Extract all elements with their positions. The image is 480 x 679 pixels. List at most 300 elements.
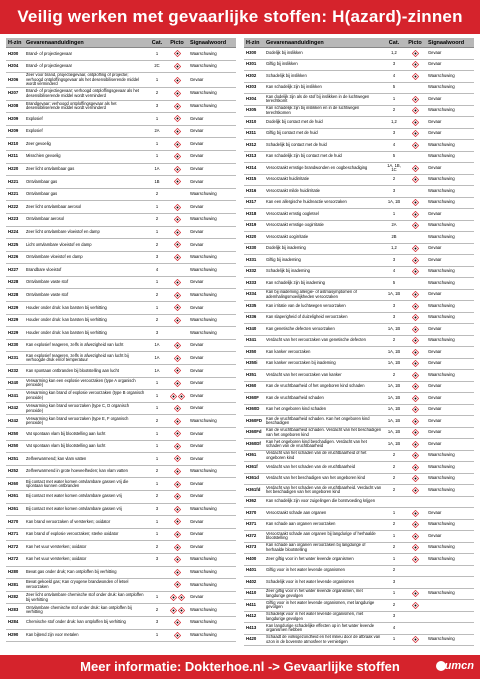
hazard-description: Bij contact met water komen ontvlambare gassen vrij	[24, 490, 148, 503]
hazard-description: Verdacht van het veroorzaken van kanker	[264, 370, 384, 382]
hazard-code: H302	[244, 71, 264, 83]
table-row	[6, 264, 236, 277]
hazard-category: 2	[384, 462, 404, 474]
hazard-code: H228	[6, 276, 24, 289]
table-row	[6, 251, 236, 264]
col-code-header: H-zin	[6, 38, 24, 48]
ghs-pictogram-icon	[174, 430, 181, 437]
hazard-code: H252	[6, 465, 24, 478]
hazard-pictogram-cell	[166, 327, 188, 340]
ghs-pictogram-icon	[174, 481, 181, 488]
signal-word: Gevaar	[188, 440, 236, 453]
signal-word: Waarschuwing	[188, 503, 236, 516]
table-row	[6, 302, 236, 315]
hazard-pictogram-cell	[166, 87, 188, 100]
hazard-category: 5	[384, 278, 404, 290]
hazard-pictogram-cell	[404, 266, 426, 278]
hazard-code: H282	[6, 591, 24, 604]
ghs-pictogram-icon	[174, 619, 181, 626]
table-row	[244, 220, 474, 232]
signal-word: Gevaar	[188, 377, 236, 390]
hazard-description: Giftig voor in het water levende organismen	[264, 565, 384, 577]
table-row	[244, 404, 474, 416]
table-row	[6, 276, 236, 289]
signal-word: Waarschuwing	[426, 542, 474, 554]
ghs-pictogram-icon	[170, 607, 177, 614]
signal-word: Gevaar	[188, 339, 236, 352]
hazard-description: Kan slaperigheid of duizeligheid veroorzaken	[264, 312, 384, 324]
hazard-code: H200	[6, 48, 24, 61]
table-row	[244, 370, 474, 382]
table-row	[6, 314, 236, 327]
hazard-description: Explosief	[24, 125, 148, 138]
hazard-code: H361f	[244, 462, 264, 474]
table-row	[244, 278, 474, 290]
hazard-pictogram-cell	[166, 163, 188, 176]
table-row	[244, 462, 474, 474]
hazard-code: H224	[6, 226, 24, 239]
page-title: Veilig werken met gevaarlijke stoffen: H(azard)-zinnen	[17, 7, 463, 26]
hazard-code: H221	[6, 188, 24, 201]
table-row	[6, 478, 236, 491]
hazard-code: H260	[6, 478, 24, 491]
table-row	[244, 117, 474, 129]
hazard-description: Veroorzaakt huidirritatie	[264, 174, 384, 186]
table-row	[6, 541, 236, 554]
hazard-category: 2	[148, 188, 166, 201]
hazard-category: 2	[384, 600, 404, 612]
hazard-category: 1	[148, 113, 166, 126]
hazard-pictogram-cell	[404, 508, 426, 520]
table-row	[6, 579, 236, 592]
hazard-category: 3	[148, 100, 166, 113]
table-row	[6, 289, 236, 302]
hazard-pictogram-cell	[404, 496, 426, 508]
hazard-pictogram-cell	[404, 393, 426, 405]
table-row	[6, 566, 236, 579]
hazard-pictogram-cell	[166, 226, 188, 239]
table-row	[6, 465, 236, 478]
hazard-code: H261	[6, 503, 24, 516]
hazard-description: Kan het vuur versterken; oxidator	[24, 541, 148, 554]
signal-word: Waarschuwing	[426, 82, 474, 94]
hazard-category: 1A, 1B	[384, 404, 404, 416]
hazard-description: Veroorzaakt ernstig oogletsel	[264, 209, 384, 221]
hazard-description: Veroorzaakt oogirritatie	[264, 232, 384, 244]
hazard-category: 1A, 1B	[384, 427, 404, 439]
hazard-code: H318	[244, 209, 264, 221]
hazard-code: H360Df	[244, 439, 264, 451]
hazard-description: Schadelijk bij contact met de huid	[264, 140, 384, 152]
table-row	[244, 577, 474, 589]
hazard-description: Dodelijk bij inslikken	[264, 48, 384, 60]
hazard-description: Veroorzaakt schade aan organen	[264, 508, 384, 520]
hazard-pictogram-cell	[166, 113, 188, 126]
hazard-category: 1	[148, 440, 166, 453]
hazard-code: H340	[244, 324, 264, 336]
hazard-pictogram-cell	[166, 390, 188, 403]
signal-word: Waarschuwing	[426, 232, 474, 244]
hazard-category: 1	[384, 588, 404, 600]
hazard-description: Brand- of projectiegevaar	[24, 48, 148, 61]
hazard-description: Vat spontaan vlam bij blootstelling aan lucht	[24, 428, 148, 441]
table-row	[244, 393, 474, 405]
signal-word: Gevaar	[426, 531, 474, 543]
hazard-code: H319	[244, 220, 264, 232]
hazard-description: Kan kanker veroorzaken bij inademing	[264, 358, 384, 370]
hazard-code: H401	[244, 565, 264, 577]
hazard-category: 1	[148, 226, 166, 239]
ghs-pictogram-icon	[174, 518, 181, 525]
ghs-pictogram-icon	[412, 556, 419, 563]
ghs-pictogram-icon	[412, 544, 419, 551]
hazard-code: H231	[6, 352, 24, 365]
table-row	[6, 138, 236, 151]
signal-word: Waarschuwing	[426, 220, 474, 232]
hazard-description: Zeer giftig voor in het water levende organismen	[264, 554, 384, 566]
table-row	[244, 151, 474, 163]
ghs-pictogram-icon	[174, 115, 181, 122]
table-row	[244, 209, 474, 221]
signal-word: Waarschuwing	[426, 519, 474, 531]
header-banner	[0, 0, 480, 34]
hazard-category: 3	[148, 503, 166, 516]
hazard-pictogram-cell	[166, 314, 188, 327]
signal-word: Gevaar	[188, 541, 236, 554]
table-row	[244, 324, 474, 336]
hazard-pictogram-cell	[166, 213, 188, 226]
ghs-pictogram-icon	[174, 141, 181, 148]
signal-word: Gevaar	[426, 404, 474, 416]
hazard-description: Verwarming kan brand of explosie veroorzaken (type B organisch peroxide)	[24, 390, 148, 403]
table-row	[6, 201, 236, 214]
hazard-pictogram-cell	[404, 381, 426, 393]
hazard-code: H232	[6, 365, 24, 378]
ghs-pictogram-icon	[412, 211, 419, 218]
hazard-pictogram-cell	[166, 541, 188, 554]
hazard-category: 1	[148, 528, 166, 541]
hazard-pictogram-cell	[166, 616, 188, 629]
hazard-category: 1	[148, 428, 166, 441]
signal-word: Gevaar	[426, 393, 474, 405]
hazard-description: Ontvlambaar gas	[24, 188, 148, 201]
hazard-pictogram-cell	[404, 151, 426, 163]
hazard-pictogram-cell	[166, 591, 188, 604]
hazard-category: 1	[148, 629, 166, 642]
table-row	[244, 140, 474, 152]
hazard-code: H242	[6, 415, 24, 428]
table-row	[244, 485, 474, 497]
hazard-code: H230	[6, 339, 24, 352]
signal-word: Waarschuwing	[188, 579, 236, 592]
hazard-code: H284	[6, 616, 24, 629]
hazard-category: 1A	[148, 163, 166, 176]
hazard-category: 4	[384, 71, 404, 83]
ghs-pictogram-icon	[174, 317, 181, 324]
hazard-pictogram-cell	[166, 125, 188, 138]
signal-word: Waarschuwing	[188, 251, 236, 264]
hazard-pictogram-cell	[166, 428, 188, 441]
table-row	[6, 516, 236, 529]
hazard-description: Kan langdurige schadelijke effecten op in het water levende organismen hebben	[264, 623, 384, 635]
col-desc-header: Gevarenaanduidingen	[24, 38, 148, 48]
table-body-left	[6, 48, 236, 642]
hazard-code: H241	[6, 390, 24, 403]
signal-word: Gevaar	[426, 347, 474, 359]
signal-word: Gevaar	[426, 427, 474, 439]
left-column	[6, 38, 236, 652]
table-row	[244, 255, 474, 267]
ghs-pictogram-icon	[412, 176, 419, 183]
hazard-pictogram-cell	[166, 60, 188, 73]
hazard-category: 1	[148, 73, 166, 88]
table-header	[244, 38, 474, 48]
hazard-category: 1	[384, 554, 404, 566]
signal-word: Waarschuwing	[188, 553, 236, 566]
table-row	[6, 616, 236, 629]
signal-word: Waarschuwing	[426, 278, 474, 290]
hazard-category: 4	[384, 623, 404, 635]
signal-word	[426, 496, 474, 508]
hazard-code: H360D	[244, 404, 264, 416]
hazard-category: 3	[384, 301, 404, 313]
table-row	[244, 289, 474, 301]
hazard-category: 5	[384, 82, 404, 94]
hazard-description: Kan bij inademing allergie- of astmasymptomen of ademhalingsmoeilijkheden veroorzaken	[264, 289, 384, 301]
hazard-pictogram-cell	[404, 197, 426, 209]
col-picto-header: Picto	[166, 38, 188, 48]
hazard-code: H280	[6, 566, 24, 579]
hazard-category: 1	[148, 201, 166, 214]
hazard-category: 1	[148, 276, 166, 289]
hazard-category: 1	[148, 390, 166, 403]
ghs-pictogram-icon	[174, 418, 181, 425]
hazard-code: H304	[244, 94, 264, 106]
ghs-pictogram-icon	[412, 222, 419, 229]
signal-word: Gevaar	[426, 117, 474, 129]
ghs-pictogram-icon	[178, 607, 185, 614]
hazard-description: Zelfverwarmend in grote hoeveelheden; kan vlam vatten	[24, 465, 148, 478]
hazard-code: H220	[6, 163, 24, 176]
hazard-pictogram-cell	[166, 478, 188, 491]
hazard-description: Misschien gevoelig	[24, 150, 148, 163]
table-row	[6, 604, 236, 617]
hazard-category: 1A, 1B	[384, 324, 404, 336]
ghs-pictogram-icon	[174, 468, 181, 475]
hazard-category: 1A	[148, 365, 166, 378]
signal-word: Waarschuwing	[426, 301, 474, 313]
hazard-pictogram-cell	[404, 278, 426, 290]
hazard-category: 2	[384, 473, 404, 485]
table-row	[244, 542, 474, 554]
hazard-pictogram-cell	[404, 542, 426, 554]
table-row	[244, 473, 474, 485]
hazard-pictogram-cell	[166, 440, 188, 453]
ghs-pictogram-icon	[174, 216, 181, 223]
ghs-pictogram-icon	[174, 493, 181, 500]
col-code-header: H-zin	[244, 38, 264, 48]
signal-word: Gevaar	[188, 516, 236, 529]
ghs-pictogram-icon	[412, 372, 419, 379]
hazard-code: H261	[6, 490, 24, 503]
hazard-category: 2C	[148, 60, 166, 73]
hazard-description: Bevat gekoeld gas; Kan cryogene brandwonden of letsel veroorzaken	[24, 579, 148, 592]
hazard-category: 2	[384, 174, 404, 186]
hazard-pictogram-cell	[404, 519, 426, 531]
hazard-description: Bij contact met water komen ontvlambare gassen vrij die spontaan kunnen ontbranden	[24, 478, 148, 491]
table-row	[6, 113, 236, 126]
hazard-category: 2	[148, 239, 166, 252]
hazard-category: 1,2	[384, 243, 404, 255]
hazard-code: H314	[244, 163, 264, 175]
signal-word: Gevaar	[188, 528, 236, 541]
ghs-pictogram-icon	[174, 50, 181, 57]
hazard-pictogram-cell	[404, 473, 426, 485]
hazard-pictogram-cell	[404, 289, 426, 301]
signal-word: Gevaar	[188, 226, 236, 239]
hazard-description: Verdacht van het schaden van de vruchtbaarheid. Verdacht van het beschadigen van het ongeboren kind	[264, 485, 384, 497]
ghs-pictogram-icon	[412, 257, 419, 264]
hazard-category: 1A, 1B, 1C	[384, 163, 404, 175]
table-row	[6, 440, 236, 453]
hazard-pictogram-cell	[404, 163, 426, 175]
hazard-pictogram-cell	[404, 71, 426, 83]
hazard-category: 1A, 1B	[384, 347, 404, 359]
hazard-description: Kan explosief reageren, zelfs in afwezigheid van lucht	[24, 339, 148, 352]
hazard-code: H312	[244, 140, 264, 152]
signal-word: Gevaar	[188, 201, 236, 214]
hazard-code: H227	[6, 264, 24, 277]
hazard-pictogram-cell	[404, 174, 426, 186]
hazard-pictogram-cell	[404, 600, 426, 612]
table-row	[6, 428, 236, 441]
hazard-category: 2	[384, 542, 404, 554]
hazard-pictogram-cell	[166, 289, 188, 302]
table-row	[244, 611, 474, 623]
table-row	[244, 358, 474, 370]
hazard-description: Brand- of projectiegevaar	[24, 60, 148, 73]
hazard-code: H362	[244, 496, 264, 508]
signal-word: Gevaar	[426, 508, 474, 520]
signal-word: Gevaar	[426, 289, 474, 301]
ghs-pictogram-icon	[412, 636, 419, 643]
signal-word: Waarschuwing	[426, 450, 474, 462]
table-row	[6, 453, 236, 466]
hazard-code: H333	[244, 278, 264, 290]
hazard-pictogram-cell	[404, 577, 426, 589]
hazard-pictogram-cell	[166, 138, 188, 151]
table-row	[6, 390, 236, 403]
hazard-code: H336	[244, 312, 264, 324]
hazard-pictogram-cell	[404, 347, 426, 359]
hazard-category: 1B	[148, 176, 166, 189]
hazard-pictogram-cell	[166, 201, 188, 214]
hazard-category: 2	[148, 465, 166, 478]
hazard-description: Kan het vuur versterken; oxidator	[24, 553, 148, 566]
ghs-pictogram-icon	[412, 119, 419, 126]
signal-word	[426, 600, 474, 612]
hazard-pictogram-cell	[404, 335, 426, 347]
signal-word: Gevaar	[188, 113, 236, 126]
signal-word: Gevaar	[188, 138, 236, 151]
signal-word: Gevaar	[426, 358, 474, 370]
hazard-code: H335	[244, 301, 264, 313]
hazard-category: 1A, 1B	[384, 358, 404, 370]
hazard-code: H315	[244, 174, 264, 186]
hazard-pictogram-cell	[166, 377, 188, 390]
hazard-code: H283	[6, 604, 24, 617]
hazard-pictogram-cell	[166, 465, 188, 478]
hazard-category: 3	[148, 553, 166, 566]
hazard-table-right	[244, 38, 474, 646]
hazard-pictogram-cell	[404, 623, 426, 635]
signal-word: Gevaar	[188, 478, 236, 491]
table-row	[6, 226, 236, 239]
hazard-pictogram-cell	[404, 243, 426, 255]
signal-word: Gevaar	[426, 59, 474, 71]
hazard-code: H370	[244, 508, 264, 520]
signal-word: Gevaar	[188, 125, 236, 138]
ghs-pictogram-icon	[412, 61, 419, 68]
hazard-description: Ontvlambare vaste stof	[24, 289, 148, 302]
hazard-code: H270	[6, 516, 24, 529]
hazard-category: 3	[148, 327, 166, 340]
hazard-category: 1A, 1B	[384, 439, 404, 451]
table-row	[6, 60, 236, 73]
hazard-pictogram-cell	[166, 264, 188, 277]
signal-word: Waarschuwing	[426, 266, 474, 278]
table-row	[244, 496, 474, 508]
hazard-description: Schadelijk voor in het water levende organismen, met langdurige gevolgen	[264, 611, 384, 623]
signal-word: Waarschuwing	[188, 87, 236, 100]
hazard-pictogram-cell	[166, 176, 188, 189]
table-row	[244, 439, 474, 451]
hazard-pictogram-cell	[404, 59, 426, 71]
hazard-category: 3	[384, 59, 404, 71]
ghs-pictogram-icon	[174, 556, 181, 563]
hazard-code: H420	[244, 634, 264, 646]
table-row	[244, 335, 474, 347]
hazard-description: Schadelijk voor in het water levende organismen	[264, 577, 384, 589]
hazard-description: Veroorzaakt schade aan organen bij langdurige of herhaalde blootstelling	[264, 531, 384, 543]
table-row	[244, 82, 474, 94]
hazard-code: H272	[6, 553, 24, 566]
signal-word: Waarschuwing	[426, 588, 474, 600]
hazard-code: H313	[244, 151, 264, 163]
hazard-category: 1	[148, 377, 166, 390]
hazard-category: 2	[148, 604, 166, 617]
ghs-pictogram-icon	[174, 531, 181, 538]
hazard-pictogram-cell	[166, 604, 188, 617]
hazard-pictogram-cell	[166, 402, 188, 415]
ghs-pictogram-icon	[174, 90, 181, 97]
ghs-pictogram-icon	[174, 128, 181, 135]
signal-word: Waarschuwing	[426, 634, 474, 646]
hazard-pictogram-cell	[404, 94, 426, 106]
footer-link[interactable]: Meer informatie: Dokterhoe.nl -> Gevaarlijke stoffen	[80, 659, 400, 674]
hazard-category: 1	[148, 302, 166, 315]
ghs-pictogram-icon	[412, 96, 419, 103]
hazard-pictogram-cell	[166, 239, 188, 252]
hazard-code: H310	[244, 117, 264, 129]
table-row	[6, 176, 236, 189]
table-row	[244, 508, 474, 520]
hazard-category: 1A, 1B	[384, 416, 404, 428]
hazard-description: Ontvlambaar aerosol	[24, 213, 148, 226]
hazard-code: H332	[244, 266, 264, 278]
signal-word: Gevaar	[188, 276, 236, 289]
hazard-pictogram-cell	[404, 128, 426, 140]
